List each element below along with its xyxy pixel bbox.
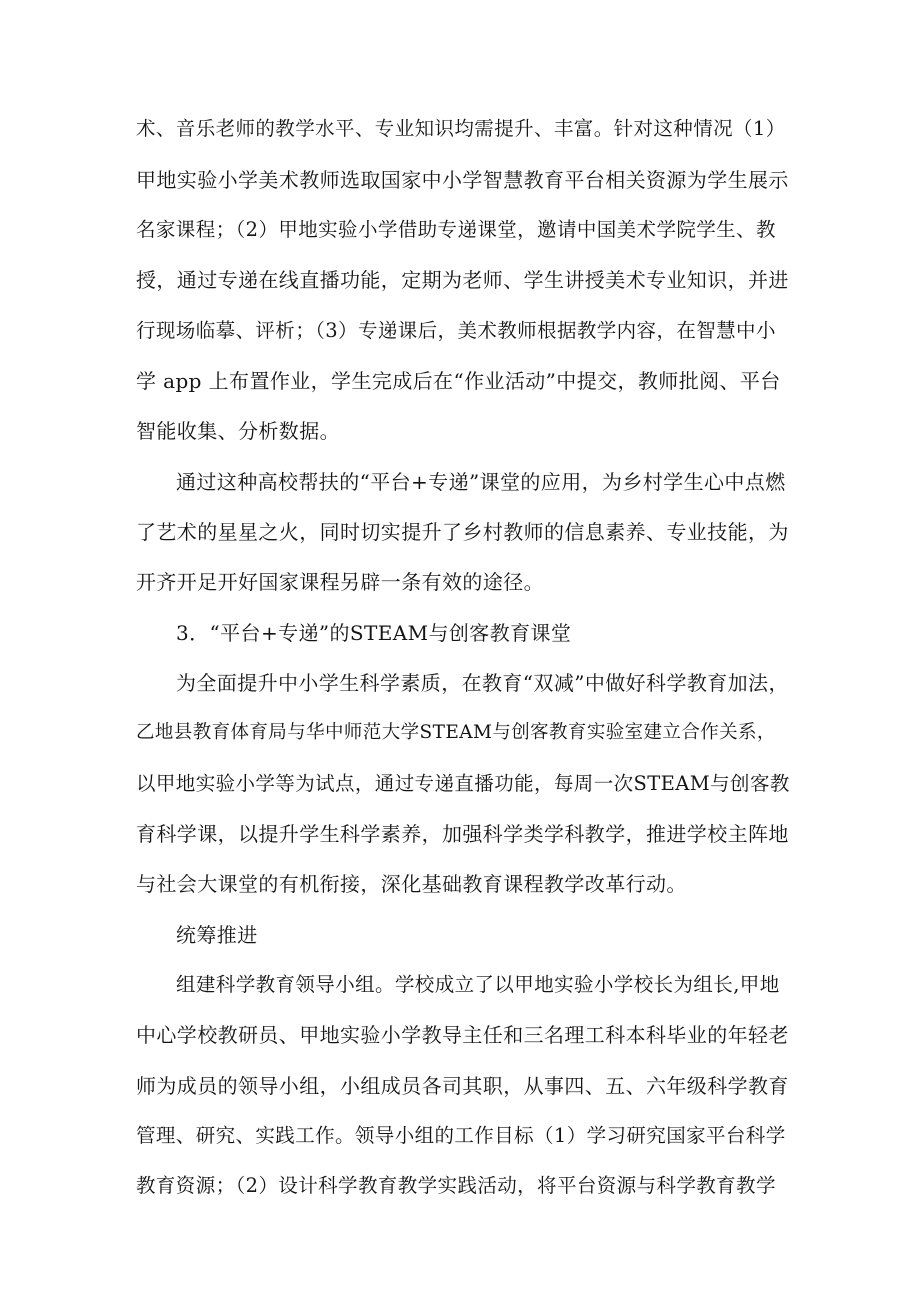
p1-line-2: 甲地实验小学美术教师选取国家中小学智慧教育平台相关资源为学生展示: [136, 168, 789, 192]
section-heading-steam: 3．“平台+专递”的STEAM与创客教育课堂: [176, 621, 572, 645]
p3-line-3: 以甲地实验小学等为试点，通过专递直播功能，每周一次STEAM与创客教: [136, 772, 790, 795]
p1-line-5: 行现场临摹、评析；（3）专递课后，美术教师根据教学内容，在智慧中小: [136, 319, 776, 342]
p2-line-2: 了艺术的星星之火，同时切实提升了乡村教师的信息素养、专业技能，为: [136, 520, 789, 544]
p1-line-3: 名家课程；（2）甲地实验小学借助专递课堂，邀请中国美术学院学生、教: [136, 218, 776, 241]
subheading-tongchou: 统筹推进: [176, 923, 258, 947]
p4-line-3: 师为成员的领导小组，小组成员各司其职，从事四、五、六年级科学教育: [136, 1074, 789, 1098]
p1-line-7: 智能收集、分析数据。: [136, 419, 340, 443]
p1-line-1: 术、音乐老师的教学水平、专业知识均需提升、丰富。针对这种情况（1）: [136, 117, 786, 140]
p3-line-5: 与社会大课堂的有机衔接，深化基础教育课程教学改革行动。: [136, 872, 687, 896]
p1-line-6: 学 app 上布置作业，学生完成后在“作业活动”中提交，教师批阅、平台: [136, 369, 781, 393]
p4-line-5: 教育资源；（2）设计科学教育教学实践活动，将平台资源与科学教育教学: [136, 1174, 776, 1197]
p4-line-1: 组建科学教育领导小组。学校成立了以甲地实验小学校长为组长,甲地: [176, 973, 780, 996]
p3-line-4: 育科学课，以提升学生科学素养，加强科学类学科教学，推进学校主阵地: [136, 822, 789, 846]
p4-line-2: 中心学校教研员、甲地实验小学教导主任和三名理工科本科毕业的年轻老: [136, 1023, 789, 1047]
p1-line-4: 授，通过专递在线直播功能，定期为老师、学生讲授美术专业知识，并进: [136, 268, 789, 292]
p3-line-2: 乙地县教育体育局与华中师范大学STEAM与创客教育实验室建立合作关系，: [136, 722, 776, 743]
p3-line-1: 为全面提升中小学生科学素质，在教育“双减”中做好科学教育加法，: [176, 671, 789, 695]
p4-line-4: 管理、研究、实践工作。领导小组的工作目标（1）学习研究国家平台科学: [136, 1124, 786, 1147]
p2-line-3: 开齐开足开好国家课程另辟一条有效的途径。: [136, 570, 544, 594]
p2-line-1: 通过这种高校帮扶的“平台+专递”课堂的应用，为乡村学生心中点燃: [176, 470, 786, 494]
